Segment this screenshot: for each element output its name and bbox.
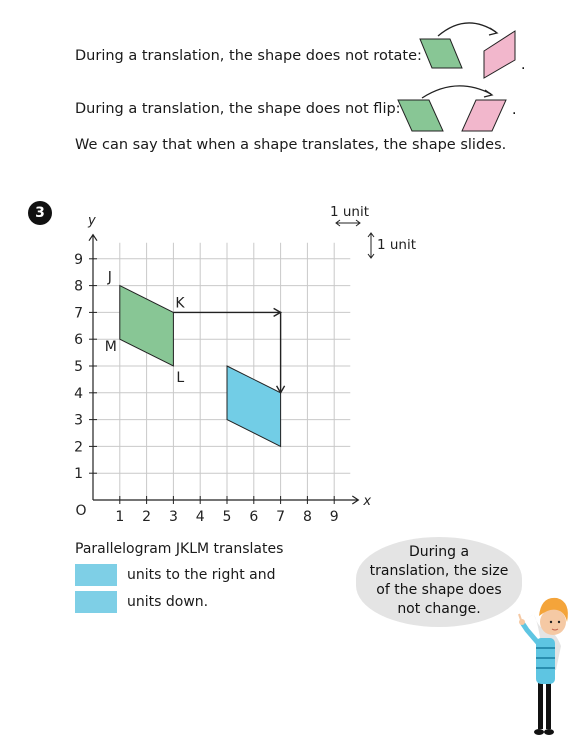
pink-flipped-parallelogram bbox=[462, 100, 506, 131]
eye bbox=[550, 621, 552, 623]
vertex-label-j: J bbox=[107, 269, 112, 286]
vertex-label-l: L bbox=[176, 370, 185, 386]
answer-row-down-text: units down. bbox=[127, 594, 209, 610]
tick-labels bbox=[74, 252, 339, 525]
y-tick-label: 9 bbox=[74, 251, 83, 268]
flip-sentence: During a translation, the shape does not flip: bbox=[75, 101, 401, 117]
answer-row-down bbox=[75, 591, 208, 613]
y-tick-label: 2 bbox=[74, 439, 83, 456]
shoe bbox=[534, 729, 544, 735]
no-rotate-illustration bbox=[410, 20, 530, 82]
no-flip-illustration bbox=[396, 82, 526, 138]
speech-bubble bbox=[356, 537, 522, 627]
x-tick-label: 3 bbox=[168, 509, 178, 525]
rotate-dot: . bbox=[521, 57, 526, 73]
y-tick-label: 3 bbox=[74, 412, 83, 429]
origin-label: O bbox=[75, 503, 87, 519]
leg bbox=[538, 681, 543, 729]
y-tick-label: 6 bbox=[74, 332, 83, 349]
shoe bbox=[544, 729, 554, 735]
x-tick-label: 6 bbox=[249, 509, 259, 525]
grid-lines bbox=[93, 243, 350, 500]
coordinate-grid bbox=[0, 200, 440, 530]
eye bbox=[558, 621, 560, 623]
vertex-label-k: K bbox=[175, 295, 185, 312]
speech-bubble-text: During a translation, the size of the shape does not change. bbox=[369, 544, 509, 617]
leg bbox=[546, 681, 551, 729]
x-tick-label: 7 bbox=[276, 509, 286, 525]
y-tick-label: 4 bbox=[74, 385, 83, 402]
y-tick-label: 8 bbox=[74, 278, 83, 295]
answer-row-right bbox=[75, 564, 275, 586]
x-axis-label: x bbox=[363, 494, 372, 509]
y-tick-label: 7 bbox=[74, 305, 83, 322]
vertex-label-m: M bbox=[104, 339, 117, 356]
slides-sentence: We can say that when a shape translates, the shape slides. bbox=[75, 137, 507, 153]
answer-box-right[interactable] bbox=[75, 564, 117, 586]
answer-row-right-text: units to the right and bbox=[127, 567, 276, 583]
finger bbox=[519, 614, 521, 620]
arm bbox=[523, 624, 539, 644]
x-tick-label: 8 bbox=[302, 509, 312, 525]
boy-character-illustration bbox=[509, 586, 573, 740]
curved-arrow bbox=[438, 23, 496, 36]
axes bbox=[87, 214, 371, 509]
flip-dot: . bbox=[512, 102, 517, 118]
rotate-sentence: During a translation, the shape does not rotate: bbox=[75, 48, 422, 64]
x-tick-label: 4 bbox=[195, 509, 205, 525]
curved-arrow bbox=[422, 86, 491, 98]
green-parallelogram bbox=[420, 39, 462, 68]
question-prompt: Parallelogram JKLM translates bbox=[75, 541, 284, 557]
green-parallelogram bbox=[398, 100, 443, 131]
unit-horizontal-label: 1 unit bbox=[330, 204, 370, 220]
x-tick-label: 1 bbox=[115, 509, 125, 525]
answer-box-down[interactable] bbox=[75, 591, 117, 613]
x-tick-label: 2 bbox=[142, 509, 152, 525]
x-tick-label: 5 bbox=[222, 509, 232, 525]
pink-rotated-parallelogram bbox=[484, 31, 515, 78]
question-number: 3 bbox=[28, 201, 52, 225]
unit-key bbox=[330, 204, 416, 258]
face bbox=[540, 609, 566, 635]
unit-vertical-label: 1 unit bbox=[377, 237, 417, 253]
hand bbox=[519, 619, 525, 625]
y-tick-label: 1 bbox=[74, 466, 83, 483]
x-tick-label: 9 bbox=[329, 509, 339, 525]
y-tick-label: 5 bbox=[74, 359, 83, 375]
y-axis-label: y bbox=[88, 213, 96, 229]
